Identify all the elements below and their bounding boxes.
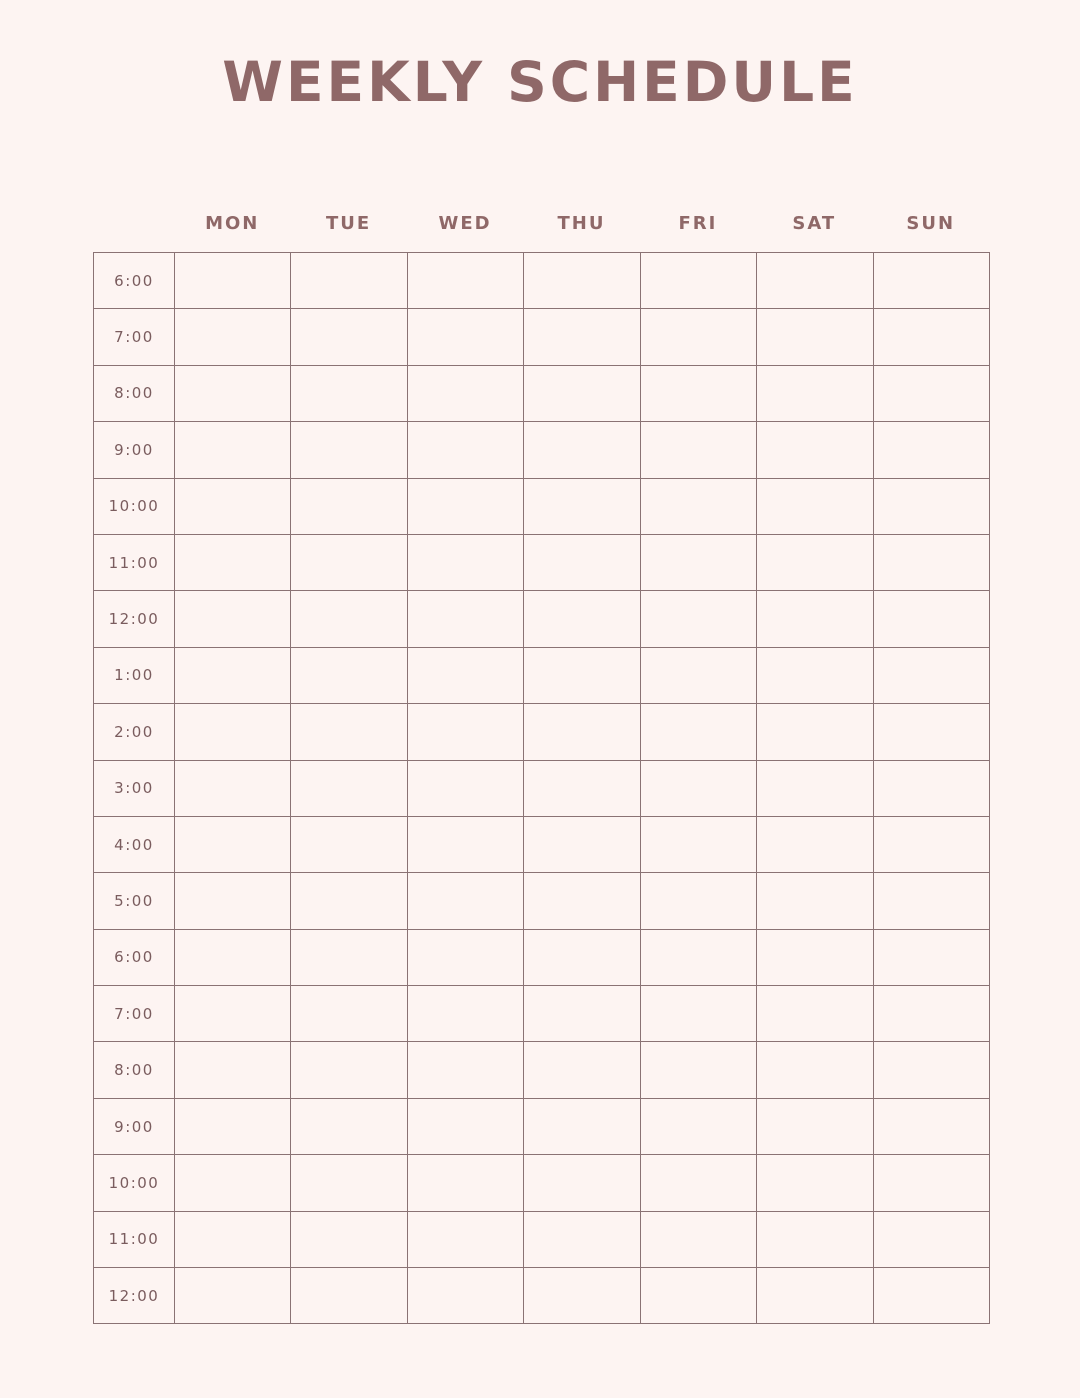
- schedule-cell-tue[interactable]: [291, 365, 407, 421]
- time-label: 7:00: [94, 986, 175, 1042]
- schedule-cell-tue[interactable]: [291, 534, 407, 590]
- schedule-cell-sat[interactable]: [757, 422, 873, 478]
- schedule-cell-mon[interactable]: [175, 534, 291, 590]
- schedule-cell-fri[interactable]: [640, 760, 756, 816]
- time-label: 2:00: [94, 704, 175, 760]
- schedule-cell-thu[interactable]: [524, 1211, 640, 1267]
- schedule-cell-thu[interactable]: [524, 1268, 640, 1324]
- schedule-row: [94, 1268, 990, 1324]
- schedule-cell-fri[interactable]: [640, 253, 756, 309]
- schedule-cell-sat[interactable]: [757, 816, 873, 872]
- schedule-cell-wed[interactable]: [407, 422, 523, 478]
- schedule-cell-thu[interactable]: [524, 986, 640, 1042]
- day-header-row: [174, 212, 989, 236]
- schedule-cell-fri[interactable]: [640, 1268, 756, 1324]
- schedule-cell-thu[interactable]: [524, 816, 640, 872]
- schedule-cell-sun[interactable]: [873, 1098, 989, 1154]
- schedule-row: [94, 1211, 990, 1267]
- schedule-cell-tue[interactable]: [291, 253, 407, 309]
- schedule-cell-sun[interactable]: [873, 929, 989, 985]
- schedule-row: [94, 1042, 990, 1098]
- schedule-row: [94, 873, 990, 929]
- schedule-cell-fri[interactable]: [640, 929, 756, 985]
- schedule-cell-sun[interactable]: [873, 478, 989, 534]
- schedule-cell-sun[interactable]: [873, 1268, 989, 1324]
- schedule-cell-wed[interactable]: [407, 1268, 523, 1324]
- schedule-cell-mon[interactable]: [175, 704, 291, 760]
- schedule-row: [94, 816, 990, 872]
- schedule-cell-sun[interactable]: [873, 253, 989, 309]
- day-label-mon: MON: [205, 213, 260, 234]
- schedule-row: [94, 1098, 990, 1154]
- schedule-cell-mon[interactable]: [175, 478, 291, 534]
- schedule-cell-thu[interactable]: [524, 647, 640, 703]
- schedule-cell-wed[interactable]: [407, 365, 523, 421]
- schedule-cell-tue[interactable]: [291, 760, 407, 816]
- schedule-cell-tue[interactable]: [291, 309, 407, 365]
- schedule-cell-sun[interactable]: [873, 1155, 989, 1211]
- schedule-cell-sun[interactable]: [873, 986, 989, 1042]
- schedule-cell-thu[interactable]: [524, 1098, 640, 1154]
- schedule-cell-tue[interactable]: [291, 647, 407, 703]
- schedule-cell-mon[interactable]: [175, 309, 291, 365]
- schedule-cell-wed[interactable]: [407, 253, 523, 309]
- time-label: 9:00: [94, 1098, 175, 1154]
- schedule-cell-sun[interactable]: [873, 309, 989, 365]
- schedule-cell-fri[interactable]: [640, 986, 756, 1042]
- schedule-cell-mon[interactable]: [175, 986, 291, 1042]
- schedule-cell-wed[interactable]: [407, 647, 523, 703]
- time-label: 3:00: [94, 760, 175, 816]
- schedule-cell-thu[interactable]: [524, 760, 640, 816]
- time-label: 10:00: [94, 1155, 175, 1211]
- schedule-cell-fri[interactable]: [640, 422, 756, 478]
- page-title: WEEKLY SCHEDULE: [222, 50, 858, 114]
- schedule-cell-fri[interactable]: [640, 873, 756, 929]
- schedule-cell-wed[interactable]: [407, 929, 523, 985]
- schedule-cell-mon[interactable]: [175, 1211, 291, 1267]
- schedule-cell-sat[interactable]: [757, 704, 873, 760]
- time-label: 7:00: [94, 309, 175, 365]
- schedule-cell-mon[interactable]: [175, 1155, 291, 1211]
- schedule-cell-mon[interactable]: [175, 422, 291, 478]
- schedule-cell-tue[interactable]: [291, 929, 407, 985]
- schedule-cell-mon[interactable]: [175, 1042, 291, 1098]
- schedule-cell-wed[interactable]: [407, 1155, 523, 1211]
- schedule-cell-mon[interactable]: [175, 647, 291, 703]
- schedule-cell-thu[interactable]: [524, 929, 640, 985]
- schedule-cell-tue[interactable]: [291, 1098, 407, 1154]
- schedule-cell-sat[interactable]: [757, 534, 873, 590]
- schedule-cell-thu[interactable]: [524, 1155, 640, 1211]
- schedule-cell-tue[interactable]: [291, 478, 407, 534]
- schedule-cell-sun[interactable]: [873, 1042, 989, 1098]
- schedule-cell-wed[interactable]: [407, 534, 523, 590]
- schedule-cell-tue[interactable]: [291, 422, 407, 478]
- schedule-cell-sun[interactable]: [873, 591, 989, 647]
- day-label-fri: FRI: [678, 213, 718, 234]
- schedule-cell-fri[interactable]: [640, 309, 756, 365]
- schedule-cell-fri[interactable]: [640, 816, 756, 872]
- schedule-cell-thu[interactable]: [524, 422, 640, 478]
- day-label-wed: WED: [438, 213, 492, 234]
- schedule-cell-fri[interactable]: [640, 1098, 756, 1154]
- schedule-cell-sun[interactable]: [873, 365, 989, 421]
- schedule-cell-wed[interactable]: [407, 309, 523, 365]
- schedule-cell-thu[interactable]: [524, 478, 640, 534]
- schedule-row: [94, 365, 990, 421]
- day-label-tue: TUE: [326, 213, 372, 234]
- schedule-cell-mon[interactable]: [175, 1098, 291, 1154]
- schedule-cell-mon[interactable]: [175, 591, 291, 647]
- schedule-cell-sun[interactable]: [873, 816, 989, 872]
- schedule-cell-thu[interactable]: [524, 1042, 640, 1098]
- schedule-cell-tue[interactable]: [291, 1155, 407, 1211]
- schedule-row: [94, 760, 990, 816]
- schedule-cell-wed[interactable]: [407, 591, 523, 647]
- schedule-cell-sat[interactable]: [757, 253, 873, 309]
- schedule-cell-sat[interactable]: [757, 1155, 873, 1211]
- schedule-grid: [93, 252, 990, 1324]
- schedule-cell-mon[interactable]: [175, 1268, 291, 1324]
- schedule-cell-thu[interactable]: [524, 704, 640, 760]
- schedule-cell-sat[interactable]: [757, 1042, 873, 1098]
- schedule-cell-sun[interactable]: [873, 422, 989, 478]
- schedule-cell-sun[interactable]: [873, 873, 989, 929]
- schedule-cell-sun[interactable]: [873, 1211, 989, 1267]
- schedule-cell-wed[interactable]: [407, 478, 523, 534]
- schedule-cell-wed[interactable]: [407, 816, 523, 872]
- schedule-cell-sat[interactable]: [757, 1098, 873, 1154]
- schedule-cell-thu[interactable]: [524, 309, 640, 365]
- schedule-cell-mon[interactable]: [175, 929, 291, 985]
- day-label-thu: THU: [557, 213, 606, 234]
- schedule-cell-sat[interactable]: [757, 986, 873, 1042]
- schedule-row: [94, 591, 990, 647]
- schedule-row: [94, 704, 990, 760]
- schedule-cell-thu[interactable]: [524, 873, 640, 929]
- time-label: 12:00: [94, 1268, 175, 1324]
- schedule-cell-tue[interactable]: [291, 1042, 407, 1098]
- schedule-cell-mon[interactable]: [175, 873, 291, 929]
- time-label: 6:00: [94, 929, 175, 985]
- day-label-sun: SUN: [906, 213, 956, 234]
- time-label: 8:00: [94, 1042, 175, 1098]
- schedule-cell-mon[interactable]: [175, 365, 291, 421]
- schedule-cell-sat[interactable]: [757, 1268, 873, 1324]
- schedule-cell-fri[interactable]: [640, 365, 756, 421]
- schedule-cell-fri[interactable]: [640, 1155, 756, 1211]
- time-label: 5:00: [94, 873, 175, 929]
- schedule-cell-tue[interactable]: [291, 704, 407, 760]
- schedule-cell-sat[interactable]: [757, 591, 873, 647]
- schedule-cell-tue[interactable]: [291, 1268, 407, 1324]
- schedule-cell-tue[interactable]: [291, 591, 407, 647]
- schedule-cell-wed[interactable]: [407, 1042, 523, 1098]
- schedule-cell-sun[interactable]: [873, 647, 989, 703]
- schedule-row: [94, 253, 990, 309]
- schedule-cell-fri[interactable]: [640, 1042, 756, 1098]
- schedule-row: [94, 478, 990, 534]
- time-label: 9:00: [94, 422, 175, 478]
- schedule-row: [94, 1155, 990, 1211]
- schedule-cell-fri[interactable]: [640, 647, 756, 703]
- schedule-cell-mon[interactable]: [175, 816, 291, 872]
- schedule-row: [94, 647, 990, 703]
- schedule-cell-wed[interactable]: [407, 1098, 523, 1154]
- time-label: 11:00: [94, 1211, 175, 1267]
- schedule-cell-sat[interactable]: [757, 873, 873, 929]
- schedule-cell-tue[interactable]: [291, 873, 407, 929]
- time-label: 11:00: [94, 534, 175, 590]
- schedule-cell-fri[interactable]: [640, 478, 756, 534]
- schedule-cell-mon[interactable]: [175, 253, 291, 309]
- schedule-cell-fri[interactable]: [640, 534, 756, 590]
- schedule-cell-sat[interactable]: [757, 647, 873, 703]
- schedule-cell-fri[interactable]: [640, 591, 756, 647]
- schedule-cell-thu[interactable]: [524, 365, 640, 421]
- schedule-row: [94, 929, 990, 985]
- schedule-cell-sat[interactable]: [757, 1211, 873, 1267]
- schedule-cell-mon[interactable]: [175, 760, 291, 816]
- schedule-cell-tue[interactable]: [291, 816, 407, 872]
- schedule-cell-wed[interactable]: [407, 986, 523, 1042]
- schedule-cell-sat[interactable]: [757, 309, 873, 365]
- time-label: 4:00: [94, 816, 175, 872]
- schedule-cell-sat[interactable]: [757, 760, 873, 816]
- schedule-cell-wed[interactable]: [407, 873, 523, 929]
- schedule-cell-fri[interactable]: [640, 704, 756, 760]
- schedule-cell-sat[interactable]: [757, 478, 873, 534]
- schedule-cell-wed[interactable]: [407, 760, 523, 816]
- time-label: 8:00: [94, 365, 175, 421]
- time-label: 12:00: [94, 591, 175, 647]
- schedule-cell-sun[interactable]: [873, 534, 989, 590]
- schedule-cell-thu[interactable]: [524, 591, 640, 647]
- day-label-sat: SAT: [792, 213, 837, 234]
- schedule-cell-sun[interactable]: [873, 704, 989, 760]
- schedule-cell-wed[interactable]: [407, 704, 523, 760]
- schedule-cell-tue[interactable]: [291, 1211, 407, 1267]
- schedule-cell-fri[interactable]: [640, 1211, 756, 1267]
- schedule-row: [94, 986, 990, 1042]
- schedule-cell-tue[interactable]: [291, 986, 407, 1042]
- schedule-row: [94, 534, 990, 590]
- schedule-cell-thu[interactable]: [524, 534, 640, 590]
- schedule-cell-sat[interactable]: [757, 929, 873, 985]
- schedule-cell-thu[interactable]: [524, 253, 640, 309]
- schedule-cell-wed[interactable]: [407, 1211, 523, 1267]
- schedule-row: [94, 422, 990, 478]
- time-label: 6:00: [94, 253, 175, 309]
- schedule-cell-sat[interactable]: [757, 365, 873, 421]
- schedule-row: [94, 309, 990, 365]
- time-label: 10:00: [94, 478, 175, 534]
- time-label: 1:00: [94, 647, 175, 703]
- schedule-cell-sun[interactable]: [873, 760, 989, 816]
